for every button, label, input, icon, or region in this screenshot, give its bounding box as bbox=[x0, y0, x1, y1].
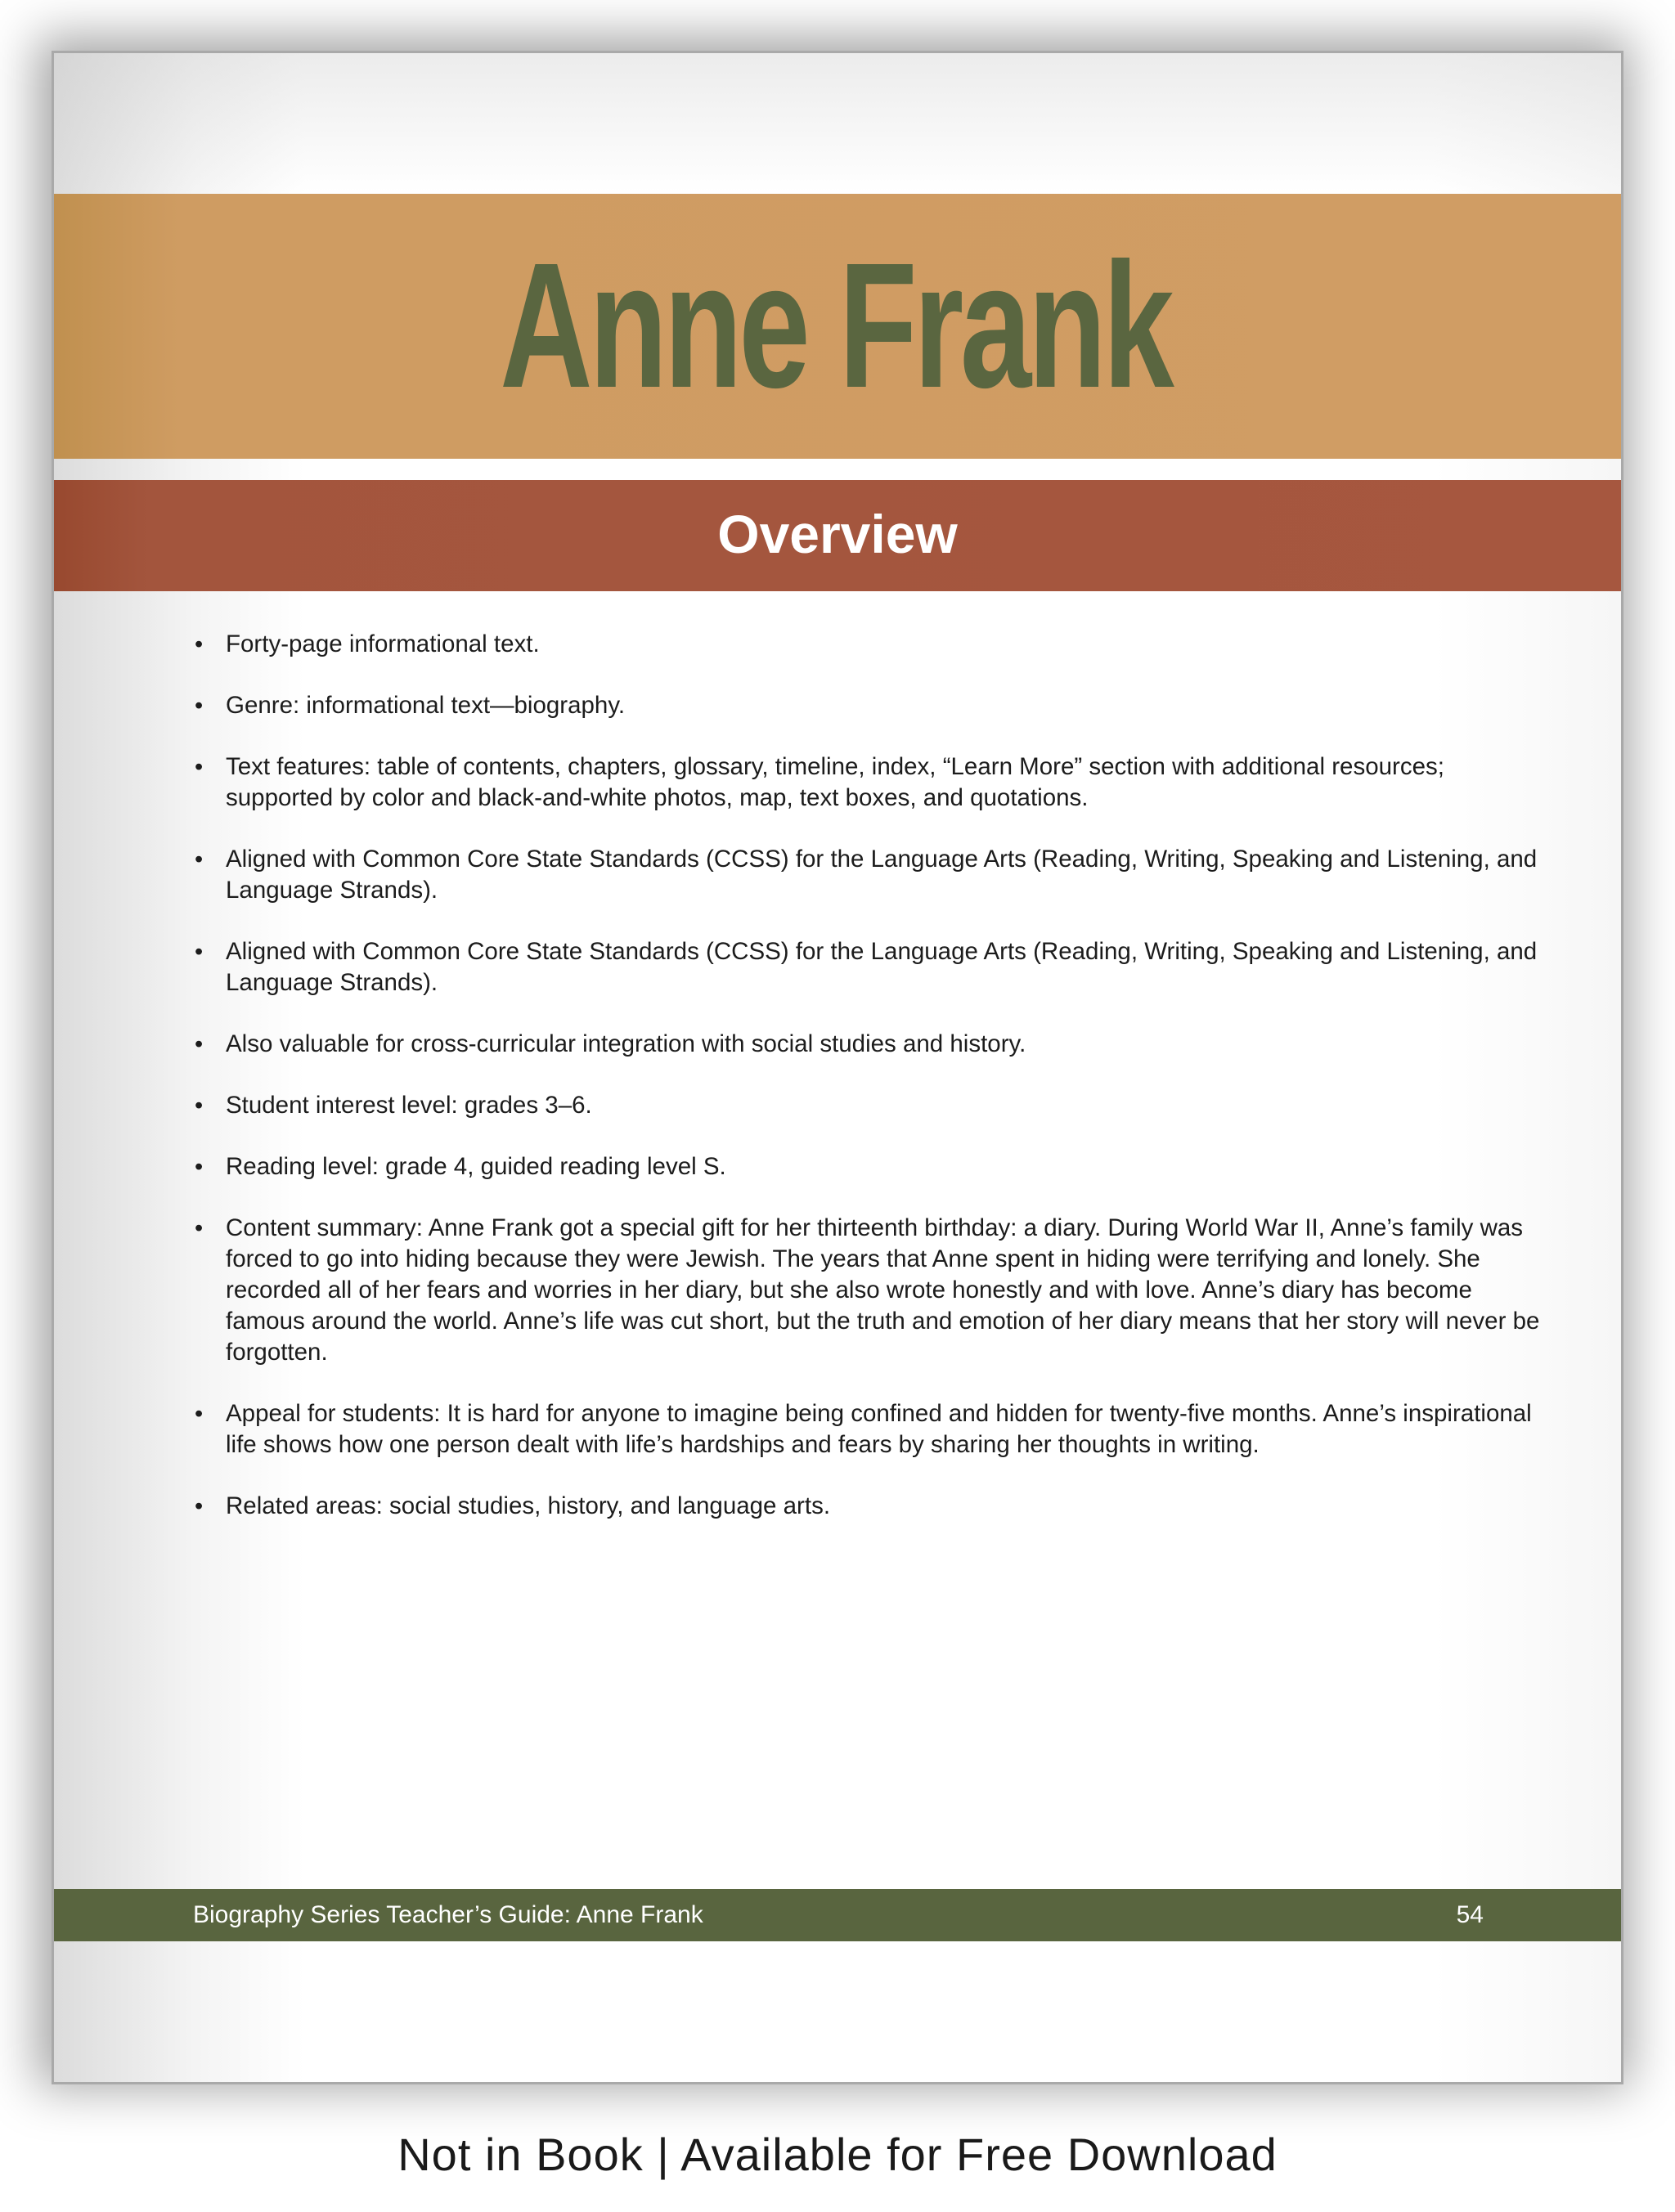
bullet-item bbox=[191, 1090, 1549, 1121]
bullet-item bbox=[191, 1491, 1549, 1522]
bullet-text: Student interest level: grades 3–6. bbox=[226, 1092, 592, 1119]
page-number: 54 bbox=[1456, 1901, 1484, 1928]
footer-title: Biography Series Teacher’s Guide: Anne Frank bbox=[193, 1901, 703, 1928]
page-title: Anne Frank bbox=[500, 227, 1171, 425]
title-band bbox=[54, 194, 1621, 459]
bullet-text: Aligned with Common Core State Standards (CCSS) for the Language Arts (Reading, Writing, Speaking and Listening, and Language Strands). bbox=[226, 938, 1538, 996]
overview-bullet-list bbox=[191, 629, 1549, 1552]
bullet-text: Text features: table of contents, chapters, glossary, timeline, index, “Learn More” section with additional resources; supported by color and black-and-white photos, map, text boxes, and quotations. bbox=[226, 753, 1444, 811]
bullet-text: Related areas: social studies, history, and language arts. bbox=[226, 1492, 831, 1519]
bullet-text: Genre: informational text—biography. bbox=[226, 692, 626, 719]
bullet-icon: • bbox=[195, 693, 204, 719]
bullet-text: Aligned with Common Core State Standards (CCSS) for the Language Arts (Reading, Writing, Speaking and Listening, and Language Strands). bbox=[226, 846, 1538, 904]
bullet-item bbox=[191, 936, 1549, 998]
bullet-text: Also valuable for cross-curricular integration with social studies and history. bbox=[226, 1030, 1026, 1057]
bullet-icon: • bbox=[195, 1093, 204, 1119]
footer-band bbox=[54, 1889, 1621, 1941]
bullet-icon: • bbox=[195, 1031, 204, 1057]
bullet-item bbox=[191, 690, 1549, 721]
section-band bbox=[54, 480, 1621, 591]
document-page bbox=[52, 51, 1623, 2084]
bullet-text: Forty-page informational text. bbox=[226, 630, 540, 657]
bullet-text: Content summary: Anne Frank got a special gift for her thirteenth birthday: a diary. During World War II, Anne’s family was forced to go into hiding because they were Jewish. The years that Anne spent in hiding were terrifying and lonely. She recorded all of her fears and worries in her diary, but she also wrote honestly and with love. Anne’s diary has become famous around the world. Anne’s life was cut short, but the truth and emotion of her diary means that her story will never be forgotten. bbox=[226, 1214, 1540, 1366]
page-top-shade bbox=[54, 53, 1621, 192]
bullet-item bbox=[191, 1151, 1549, 1182]
bullet-item bbox=[191, 629, 1549, 660]
bullet-text: Reading level: grade 4, guided reading level S. bbox=[226, 1153, 726, 1180]
bullet-text: Appeal for students: It is hard for anyone to imagine being confined and hidden for twenty-five months. Anne’s inspirational life shows how one person dealt with life’s hardships and fears by sharing her thoughts in writing. bbox=[226, 1400, 1532, 1458]
bullet-icon: • bbox=[195, 846, 204, 873]
bullet-icon: • bbox=[195, 631, 204, 657]
bullet-icon: • bbox=[195, 1493, 204, 1519]
bullet-icon: • bbox=[195, 1215, 204, 1241]
download-caption: Not in Book | Available for Free Download bbox=[397, 2129, 1278, 2180]
bullet-icon: • bbox=[195, 939, 204, 965]
bullet-icon: • bbox=[195, 754, 204, 780]
bullet-item bbox=[191, 844, 1549, 906]
bullet-icon: • bbox=[195, 1401, 204, 1427]
bullet-item bbox=[191, 1029, 1549, 1060]
bullet-icon: • bbox=[195, 1154, 204, 1180]
bullet-item bbox=[191, 1398, 1549, 1460]
bullet-item bbox=[191, 752, 1549, 814]
bullet-item bbox=[191, 1213, 1549, 1368]
section-heading: Overview bbox=[717, 504, 958, 564]
